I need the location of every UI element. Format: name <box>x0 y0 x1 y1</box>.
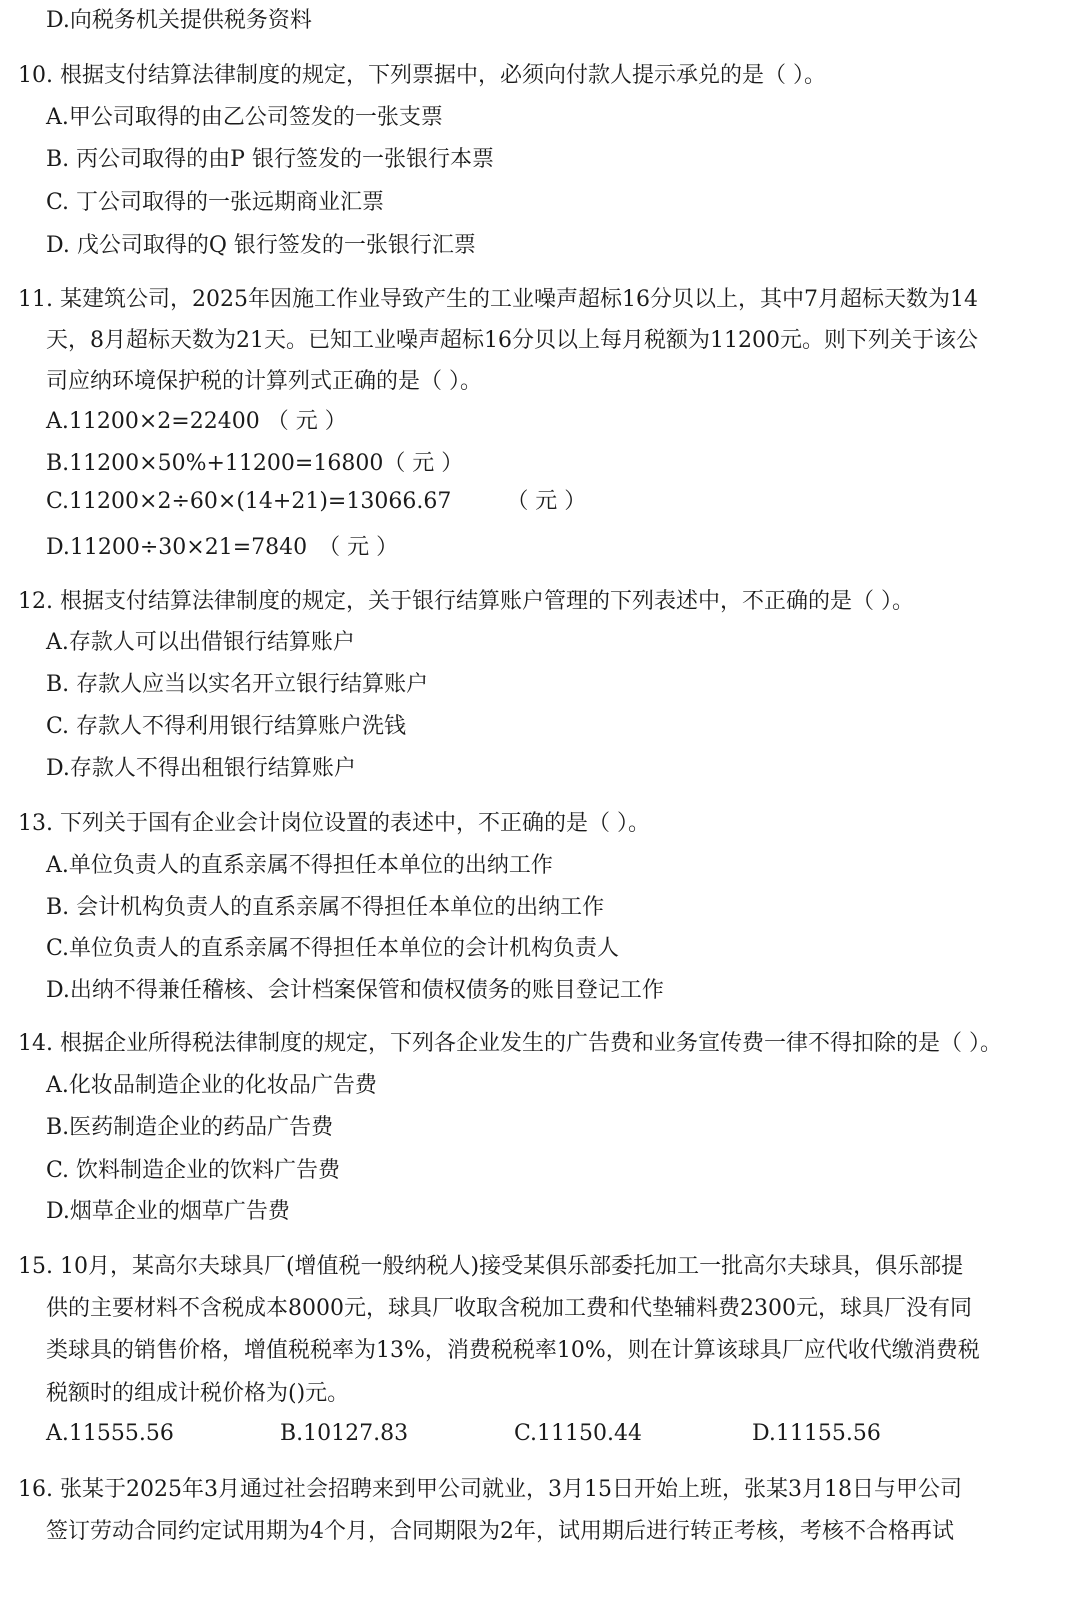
q15-option-a: A.11555.56 <box>46 1421 174 1446</box>
q15-stem-line1: 15. 10月，某高尔夫球具厂(增值税一般纳税人)接受某俱乐部委托加工一批高尔夫球具，俱乐部提 <box>18 1254 964 1279</box>
q10-option-a: A.甲公司取得的由乙公司签发的一张支票 <box>46 105 443 130</box>
q12-option-c: C. 存款人不得利用银行结算账户洗钱 <box>46 714 407 739</box>
q15-stem-line4: 税额时的组成计税价格为()元。 <box>46 1381 350 1406</box>
q12-option-a: A.存款人可以出借银行结算账户 <box>46 630 355 655</box>
q10-option-b: B. 丙公司取得的由P 银行签发的一张银行本票 <box>46 147 494 172</box>
q10-option-c: C. 丁公司取得的一张远期商业汇票 <box>46 190 385 215</box>
q11-stem-line2: 天，8月超标天数为21天。已知工业噪声超标16分贝以上每月税额为11200元。则下列关于该公 <box>46 328 978 353</box>
q14-option-c: C. 饮料制造企业的饮料广告费 <box>46 1158 341 1183</box>
q13-option-b: B. 会计机构负责人的直系亲属不得担任本单位的出纳工作 <box>46 895 605 920</box>
q15-option-d: D.11155.56 <box>752 1421 881 1446</box>
q14-option-b: B.医药制造企业的药品广告费 <box>46 1115 334 1140</box>
q10-option-d: D. 戊公司取得的Q 银行签发的一张银行汇票 <box>46 233 476 258</box>
q11-option-c: C.11200×2÷60×(14+21)=13066.67 （ 元 ） <box>46 489 587 514</box>
q12-option-b: B. 存款人应当以实名开立银行结算账户 <box>46 672 429 697</box>
q16-stem-line2: 签订劳动合同约定试用期为4个月，合同期限为2年，试用期后进行转正考核，考核不合格再试 <box>46 1519 954 1544</box>
q14-option-d: D.烟草企业的烟草广告费 <box>46 1199 290 1224</box>
q11-option-a: A.11200×2=22400 （ 元 ） <box>46 409 347 434</box>
q13-option-a: A.单位负责人的直系亲属不得担任本单位的出纳工作 <box>46 853 553 878</box>
q13-stem: 13. 下列关于国有企业会计岗位设置的表述中，不正确的是（ ）。 <box>18 811 650 836</box>
q10-stem: 10. 根据支付结算法律制度的规定，下列票据中，必须向付款人提示承兑的是（ ）。 <box>18 63 826 88</box>
q11-stem-line3: 司应纳环境保护税的计算列式正确的是（ ）。 <box>46 369 482 394</box>
q15-option-b: B.10127.83 <box>280 1421 409 1446</box>
q11-option-d: D.11200÷30×21=7840 （ 元 ） <box>46 535 399 560</box>
q14-stem: 14. 根据企业所得税法律制度的规定，下列各企业发生的广告费和业务宣传费一律不得扣除的是（ ）。 <box>18 1031 1002 1056</box>
q15-stem-line2: 供的主要材料不含税成本8000元，球具厂收取含税加工费和代垫辅料费2300元，球具厂没有同 <box>46 1296 972 1321</box>
q11-stem-line1: 11. 某建筑公司，2025年因施工作业导致产生的工业噪声超标16分贝以上，其中7月超标天数为14 <box>18 287 978 312</box>
q9-option-d: D.向税务机关提供税务资料 <box>46 8 312 33</box>
q15-stem-line3: 类球具的销售价格，增值税税率为13%，消费税税率10%，则在计算该球具厂应代收代缴消费税 <box>46 1338 980 1363</box>
q12-stem: 12. 根据支付结算法律制度的规定，关于银行结算账户管理的下列表述中，不正确的是（ ）。 <box>18 589 914 614</box>
q13-option-c: C.单位负责人的直系亲属不得担任本单位的会计机构负责人 <box>46 936 620 961</box>
q16-stem-line1: 16. 张某于2025年3月通过社会招聘来到甲公司就业，3月15日开始上班，张某3月18日与甲公司 <box>18 1477 962 1502</box>
q12-option-d: D.存款人不得出租银行结算账户 <box>46 756 356 781</box>
q15-options-row <box>46 1419 881 1449</box>
q15-option-c: C.11150.44 <box>514 1421 643 1446</box>
q14-option-a: A.化妆品制造企业的化妆品广告费 <box>46 1073 377 1098</box>
q11-option-b: B.11200×50%+11200=16800（ 元 ） <box>46 451 464 476</box>
q13-option-d: D.出纳不得兼任稽核、会计档案保管和债权债务的账目登记工作 <box>46 978 664 1003</box>
